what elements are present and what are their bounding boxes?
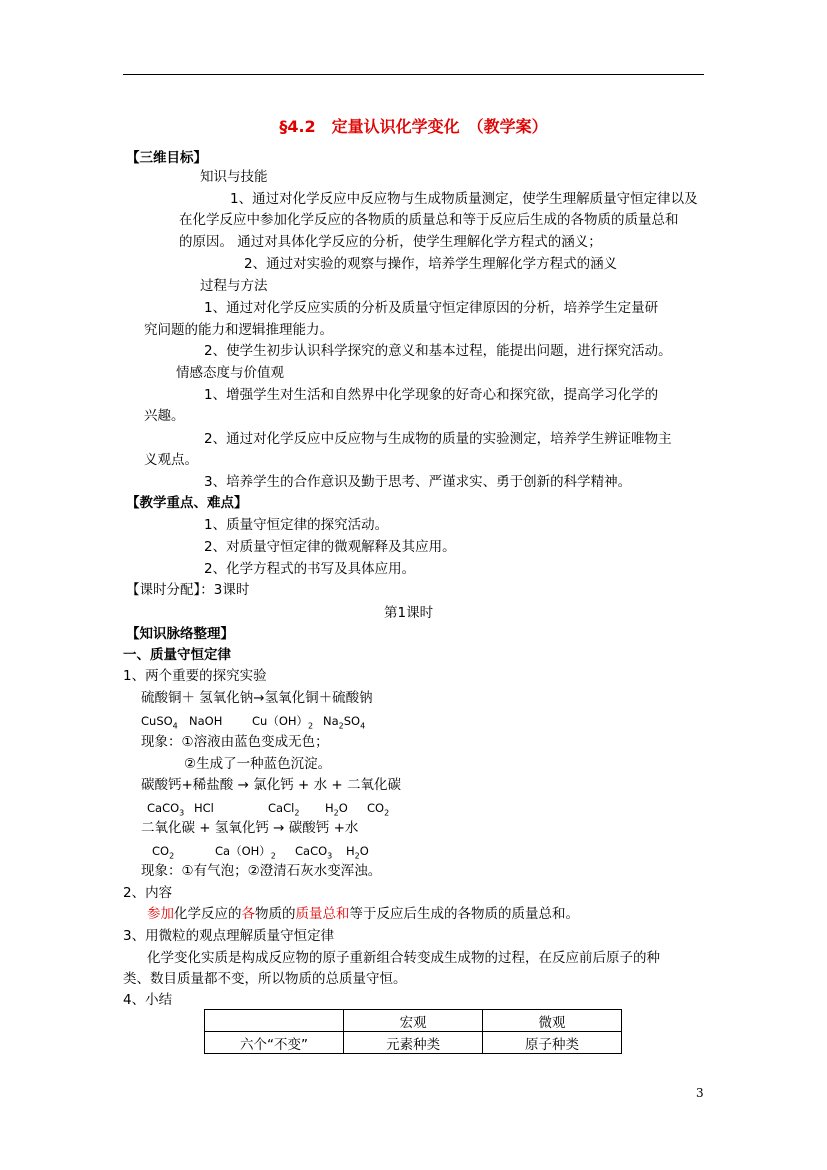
knowledge-item-1c: 的原因。 通过对具体化学反应的分析，使学生理解化学方程式的涵义；	[179, 234, 602, 250]
summary-heading: 4、小结	[123, 992, 173, 1008]
formula-caco3: CaCO$_3$	[147, 801, 185, 818]
observation-1b: ②生成了一种蓝色沉淀。	[184, 756, 332, 772]
formula-h2o-b: $H_2O$	[346, 844, 369, 861]
page-title: §4.2 定量认识化学变化 （教学案）	[279, 117, 548, 136]
micro-text-a: 化学变化实质是构成反应物的原子重新组合转变成生成物的过程，在反应前后原子的种	[147, 950, 660, 966]
summary-table	[204, 1009, 622, 1054]
equation-3-words: 二氧化碳 + 氢氧化钙 → 碳酸钙 +水	[141, 820, 359, 836]
table-cell	[205, 1010, 344, 1032]
knowledge-heading: 知识与技能	[200, 169, 268, 185]
process-heading: 过程与方法	[200, 278, 268, 294]
content-statement: 参加化学反应的各物质的质量总和等于反应后生成的各物质的质量总和。	[147, 906, 579, 922]
emotion-item-1a: 1、增强学生对生活和自然界中化学现象的好奇心和探究欲，提高学习化学的	[204, 387, 659, 403]
key-point-3: 2、化学方程式的书写及具体应用。	[204, 561, 416, 577]
observation-1a: 现象：①溶液由蓝色变成无色；	[141, 734, 329, 750]
formula-naoh: NaOH	[189, 714, 223, 728]
knowledge-item-1b: 在化学反应中参加化学反应的各物质的质量总和等于反应后生成的各物质的质量总和	[179, 212, 679, 228]
section-outline: 【知识脉络整理】	[126, 626, 234, 642]
observation-2: 现象：①有气泡；②澄清石灰水变浑浊。	[141, 863, 382, 879]
knowledge-item-1a: 1、通过对化学反应中反应物与生成物质量测定，使学生理解质量守恒定律以及	[230, 191, 698, 207]
part-heading: 一、质量守恒定律	[123, 647, 231, 663]
table-row	[205, 1010, 622, 1032]
table-cell: 原子种类	[483, 1032, 622, 1054]
emotion-item-3: 3、培养学生的合作意识及勤于思考、严谨求实、勇于创新的科学精神。	[204, 474, 632, 490]
content-heading: 2、内容	[123, 885, 173, 901]
section-hours: 【课时分配】：3课时	[126, 582, 250, 598]
knowledge-item-2: 2、通过对实验的观察与操作，培养学生理解化学方程式的涵义	[244, 256, 618, 272]
formula-cuso4: CuSO$_4$	[141, 714, 178, 731]
key-point-1: 1、质量守恒定律的探究活动。	[204, 517, 389, 533]
table-row	[205, 1032, 622, 1054]
emotion-heading: 情感态度与价值观	[176, 365, 284, 381]
equation-1-words: 硫酸铜＋ 氢氧化钠→氢氧化铜＋硫酸钠	[141, 690, 373, 706]
process-item-1a: 1、通过对化学反应实质的分析及质量守恒定律原因的分析，培养学生定量研	[204, 300, 659, 316]
header-rule	[123, 74, 704, 75]
formula-cuoh2: $Cu(OH)_2$	[252, 714, 314, 731]
formula-cacl2: CaCl$_2$	[268, 801, 300, 818]
emotion-item-1b: 兴趣。	[144, 408, 185, 424]
equation-2-words: 碳酸钙+稀盐酸 → 氯化钙 + 水 + 二氧化碳	[141, 777, 401, 793]
formula-h2o: $H_2O$	[325, 801, 348, 818]
lesson-label: 第1课时	[384, 605, 434, 621]
key-point-2: 2、对质量守恒定律的微观解释及其应用。	[204, 539, 456, 555]
micro-text-b: 类、数目质量都不变，所以物质的总质量守恒。	[123, 971, 407, 987]
page-number: 3	[696, 1086, 704, 1100]
process-item-1b: 究问题的能力和逻辑推理能力。	[144, 322, 333, 338]
table-cell: 元素种类	[344, 1032, 483, 1054]
formula-caco3-b: CaCO$_3$	[295, 844, 333, 861]
experiments-heading: 1、两个重要的探究实验	[123, 668, 267, 684]
process-item-2: 2、使学生初步认识科学探究的意义和基本过程，能提出问题，进行探究活动。	[204, 343, 672, 359]
emotion-item-2a: 2、通过对化学反应中反应物与生成物的质量的实验测定，培养学生辨证唯物主	[204, 431, 672, 447]
formula-na2so4: $Na_2SO_4$	[323, 714, 366, 731]
table-cell: 宏观	[344, 1010, 483, 1032]
formula-co2-b: $CO_2$	[152, 844, 175, 861]
formula-hcl: HCl	[194, 801, 214, 815]
formula-caoh2: $Ca(OH)_2$	[215, 844, 276, 861]
emotion-item-2b: 义观点。	[144, 452, 198, 468]
micro-heading: 3、用微粒的观点理解质量守恒定律	[123, 928, 335, 944]
table-cell: 微观	[483, 1010, 622, 1032]
table-cell: 六个“不变”	[205, 1032, 344, 1054]
formula-co2: $CO_2$	[367, 801, 390, 818]
section-key-points: 【教学重点、难点】	[126, 495, 248, 511]
section-goals: 【三维目标】	[126, 150, 207, 166]
